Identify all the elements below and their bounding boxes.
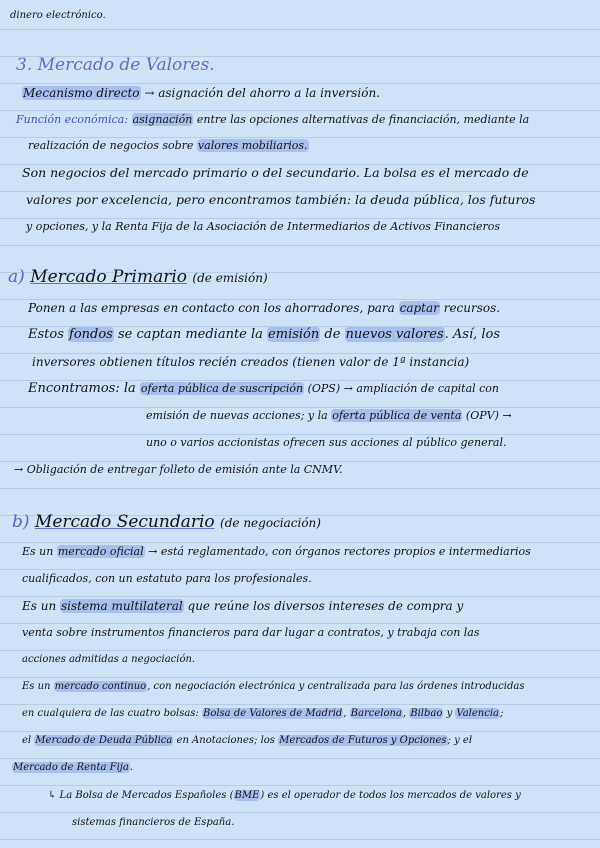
text: entre las opciones alternativas de financiación, mediante la	[193, 113, 530, 126]
text: que reúne los diversos intereses de compra y	[183, 599, 464, 613]
text: Es un	[22, 545, 57, 558]
text: → está reglamentado, con órganos rectores propios e intermediarios	[144, 545, 531, 558]
line-ponen	[28, 300, 500, 316]
note-negociacion: (de negociación)	[220, 516, 321, 530]
line-cnmv: → Obligación de entregar folleto de emisión ante la CNMV.	[14, 463, 343, 476]
hl-deuda-publica: Mercado de Deuda Pública	[35, 735, 173, 746]
hl-bilbao: Bilbao	[410, 708, 443, 719]
note-emision: (de emisión)	[192, 271, 268, 285]
label-funcion-economica: Función económica:	[16, 113, 129, 126]
text: ;	[500, 708, 504, 719]
text: ↳ La Bolsa de Mercados Españoles (	[48, 790, 234, 801]
hl-nuevos-valores: nuevos valores	[345, 327, 444, 342]
line-mercado-continuo	[22, 679, 524, 695]
line-valores-excelencia: valores por excelencia, pero encontramos también: la deuda pública, los futuros	[26, 192, 536, 207]
hl-opv: oferta pública de venta	[332, 409, 462, 422]
text: , con negociación electrónica y centralizada para las órdenes introducidas	[147, 681, 525, 692]
text: ) es el operador de todos los mercados de valores y	[260, 790, 521, 801]
line-funcion-economica	[16, 112, 529, 128]
line-sistema-multilateral	[22, 598, 463, 614]
line-sistemas-financieros: sistemas financieros de España.	[72, 817, 235, 828]
line-emision-nuevas	[146, 408, 512, 424]
hl-ops: oferta pública de suscripción	[140, 382, 304, 395]
hl-valencia: Valencia	[456, 708, 499, 719]
hl-bolsa-madrid: Bolsa de Valores de Madrid	[202, 708, 343, 719]
line-bme	[48, 788, 521, 804]
text: Es un	[22, 681, 54, 692]
text: (OPV) →	[462, 409, 512, 422]
line-renta-fija-b	[12, 760, 133, 776]
line-cuatro-bolsas	[22, 706, 503, 722]
hl-sistema-multilateral: sistema multilateral	[61, 599, 183, 613]
hl-fondos: fondos	[69, 327, 113, 342]
section-3-title: 3. Mercado de Valores.	[16, 55, 215, 75]
text: ,	[343, 708, 350, 719]
line-mercado-oficial	[22, 544, 531, 560]
hl-bme: BME	[234, 790, 260, 801]
text: ,	[402, 708, 410, 719]
line-inversores: inversores obtienen títulos recién creados (tienen valor de 1ª instancia)	[32, 355, 470, 369]
title-mercado-primario: Mercado Primario	[30, 267, 188, 287]
hl-emision: emisión	[268, 327, 320, 342]
text: Encontramos: la	[28, 381, 140, 396]
text: Es un	[22, 599, 61, 613]
text: y	[443, 708, 456, 719]
hl-futuros-opciones: Mercados de Futuros y Opciones	[279, 735, 447, 746]
text: realización de negocios sobre	[28, 139, 197, 152]
line-realizacion	[28, 138, 309, 154]
line-mecanismo	[22, 85, 380, 101]
line-deuda-publica	[22, 733, 472, 749]
line-renta-fija: y opciones, y la Renta Fija de la Asociación de Intermediarios de Activos Financieros	[26, 220, 501, 233]
marker-b: b)	[12, 512, 30, 532]
hl-mecanismo-directo: Mecanismo directo	[23, 86, 140, 100]
hl-mercado-oficial: mercado oficial	[57, 545, 144, 558]
text: (OPS) → ampliación de capital con	[304, 382, 500, 395]
hl-valores-mobiliarios: valores mobiliarios.	[197, 139, 308, 152]
hl-captar: captar	[399, 301, 439, 315]
text: de	[320, 327, 345, 342]
title-mercado-secundario: Mercado Secundario	[34, 512, 215, 532]
text: ; y el	[447, 735, 473, 746]
line-negocios: Son negocios del mercado primario o del secundario. La bolsa es el mercado de	[22, 165, 529, 180]
text: se captan mediante la	[113, 327, 268, 342]
marker-a: a)	[8, 267, 25, 287]
line-cualificados: cualificados, con un estatuto para los profesionales.	[22, 572, 312, 585]
text: en cualquiera de las cuatro bolsas:	[22, 708, 202, 719]
heading-mercado-primario	[8, 267, 268, 288]
line-accionistas: uno o varios accionistas ofrecen sus acciones al público general.	[146, 436, 507, 449]
text: Estos	[28, 327, 69, 342]
text: el	[22, 735, 35, 746]
text: . Así, los	[444, 327, 501, 342]
line-estos-fondos	[28, 327, 500, 343]
hl-mercado-continuo: mercado continuo	[54, 681, 147, 692]
hl-asignacion: asignación	[132, 113, 193, 126]
hl-mercado-renta-fija: Mercado de Renta Fija	[13, 762, 129, 773]
heading-mercado-secundario	[12, 512, 321, 533]
text: recursos.	[439, 301, 501, 315]
text: .	[129, 762, 134, 773]
text: → asignación del ahorro a la inversión.	[140, 86, 381, 100]
text: emisión de nuevas acciones; y la	[146, 409, 332, 422]
line-encontramos	[28, 381, 499, 397]
line-acciones-admitidas: acciones admitidas a negociación.	[22, 654, 196, 665]
text: Ponen a las empresas en contacto con los ahorradores, para	[28, 301, 399, 315]
hl-barcelona: Barcelona	[350, 708, 402, 719]
top-line: dinero electrónico.	[10, 10, 106, 21]
line-venta: venta sobre instrumentos financieros para dar lugar a contratos, y trabaja con las	[22, 626, 480, 639]
text: en Anotaciones; los	[173, 735, 279, 746]
